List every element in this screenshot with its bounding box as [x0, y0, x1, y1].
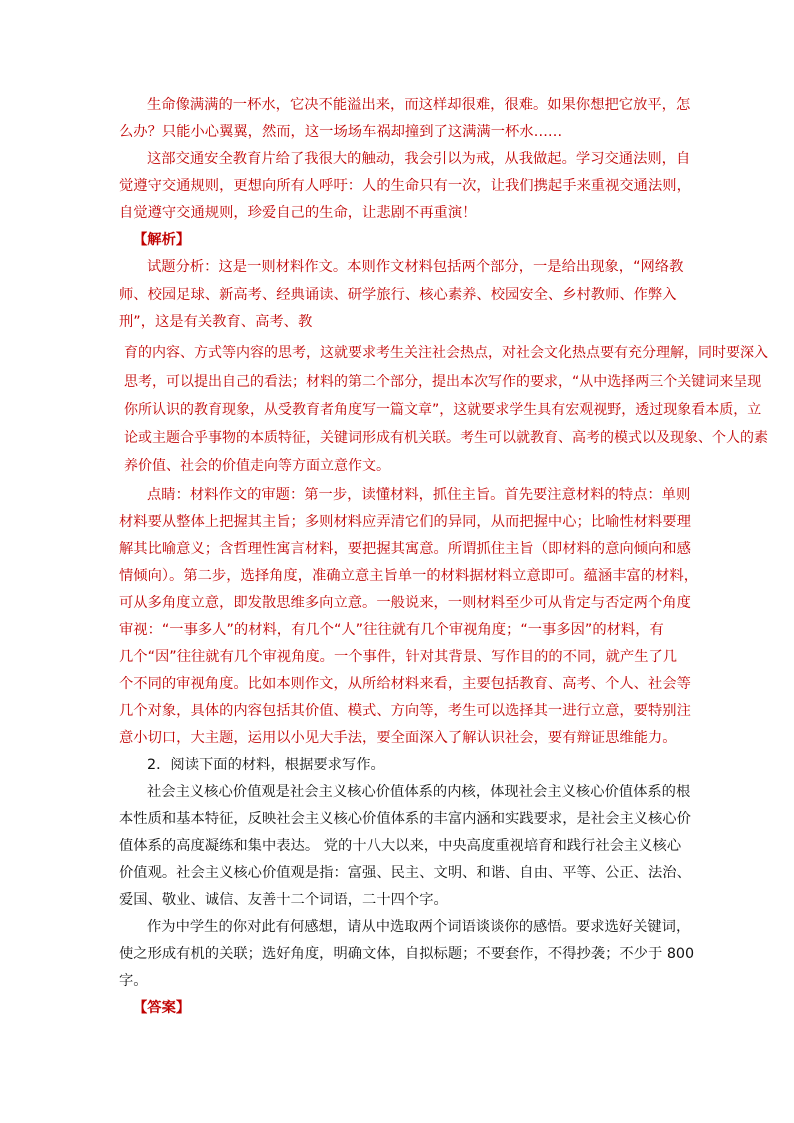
tips-text-line: 意小切口，大主题，运用以小见大手法，要全面深入了解认识社会，要有辩证思维能力。 — [119, 730, 677, 746]
tips-text-line: 几个“因”往往就有几个审视角度。一个事件，针对其背景、写作目的的不同，就产生了几 — [119, 649, 678, 665]
question-material-line: 社会主义核心价值观是社会主义核心价值体系的内核，体现社会主义核心价值体系的根 — [147, 784, 691, 800]
question-title: 2．阅读下面的材料，根据要求写作。 — [147, 757, 385, 773]
tips-text-line: 解其比喻意义；含哲理性寓言材料，要把握其寓意。所谓抓住主旨（即材料的意向倾向和感 — [119, 541, 691, 557]
tips-text-line: 个不同的审视角度。比如本则作文，从所给材料来看，主要包括教育、高考、个人、社会等 — [119, 676, 691, 692]
tips-text-line: 几个对象，具体的内容包括其价值、模式、方向等，考生可以选择其一进行立意，要特别注 — [119, 703, 691, 719]
tips-text-line: 点睛：材料作文的审题：第一步，读懂材料，抓住主旨。首先要注意材料的特点：单则 — [147, 487, 691, 503]
analysis-text-line: 师、校园足球、新高考、经典诵读、研学旅行、核心素养、校园安全、乡村教师、作弊入 — [119, 287, 677, 303]
answer-text-line: 这部交通安全教育片给了我很大的触动，我会引以为戒，从我做起。学习交通法则，自 — [147, 151, 691, 167]
answer-heading: 【答案】 — [133, 1000, 191, 1016]
question-material-line: 本性质和基本特征，反映社会主义核心价值体系的丰富内涵和实践要求，是社会主义核心价 — [119, 811, 691, 827]
question-material-line: 值体系的高度凝练和集中表达。 党的十八大以来，中央高度重视培育和践行社会主义核心 — [119, 838, 682, 854]
question-material-line: 价值观。社会主义核心价值观是指：富强、民主、文明、和谐、自由、平等、公正、法治、 — [119, 865, 691, 881]
question-material-line: 爱国、敬业、诚信、友善十二个词语，二十四个字。 — [119, 892, 448, 908]
answer-text-line: 觉遵守交通规则，更想向所有人呼吁：人的生命只有一次，让我们携起手来重视交通法则， — [119, 178, 691, 194]
analysis-heading: 【解析】 — [133, 232, 191, 248]
tips-text-line: 材料要从整体上把握其主旨；多则材料应弄清它们的异同，从而把握中心；比喻性材料要理 — [119, 514, 691, 530]
question-requirement-line: 使之形成有机的关联；选好角度，明确文体，自拟标题；不要套作，不得抄袭；不少于 800 — [119, 946, 695, 962]
answer-text-line: 么办？只能小心翼翼，然而，这一场场车祸却撞到了这满满一杯水…… — [119, 124, 563, 140]
question-requirement-line: 作为中学生的你对此有何感想，请从中选取两个词语谈谈你的感悟。要求选好关键词， — [147, 919, 691, 935]
analysis-text-line: 试题分析：这是一则材料作文。本则作文材料包括两个部分，一是给出现象，“网络教 — [147, 259, 684, 275]
analysis-text-line: 你所认识的教育现象，从受教育者角度写一篇文章”，这就要求学生具有宏观视野，透过现象看本质，立 — [124, 402, 762, 418]
question-requirement-line: 字。 — [119, 973, 148, 989]
analysis-text-line: 刑”，这是有关教育、高考、教 — [119, 314, 313, 330]
tips-text-line: 可从多角度立意，即发散思维多向立意。一般说来，一则材料至少可从肯定与否定两个角度 — [119, 595, 691, 611]
answer-text-line: 生命像满满的一杯水，它决不能溢出来，而这样却很难，很难。如果你想把它放平，怎 — [147, 97, 691, 113]
analysis-text-line: 育的内容、方式等内容的思考，这就要求考生关注社会热点，对社会文化热点要有充分理解，同时要深入 — [124, 345, 768, 361]
analysis-text-line: 思考，可以提出自己的看法；材料的第二个部分，提出本次写作的要求，“从中选择两三个关键词来呈现 — [124, 374, 762, 390]
answer-text-line: 自觉遵守交通规则，珍爱自己的生命，让悲剧不再重演！ — [119, 205, 477, 221]
analysis-text-line: 论或主题合乎事物的本质特征，关键词形成有机关联。考生可以就教育、高考的模式以及现象、个人的素 — [124, 430, 768, 446]
tips-text-line: 审视：“一事多人”的材料，有几个“人”往往就有几个审视角度；“一事多因”的材料，有 — [119, 622, 664, 638]
tips-text-line: 情倾向）。第二步，选择角度，准确立意主旨单一的材料据材料立意即可。蕴涵丰富的材料， — [119, 568, 699, 584]
analysis-text-line: 养价值、社会的价值走向等方面立意作文。 — [124, 458, 390, 474]
